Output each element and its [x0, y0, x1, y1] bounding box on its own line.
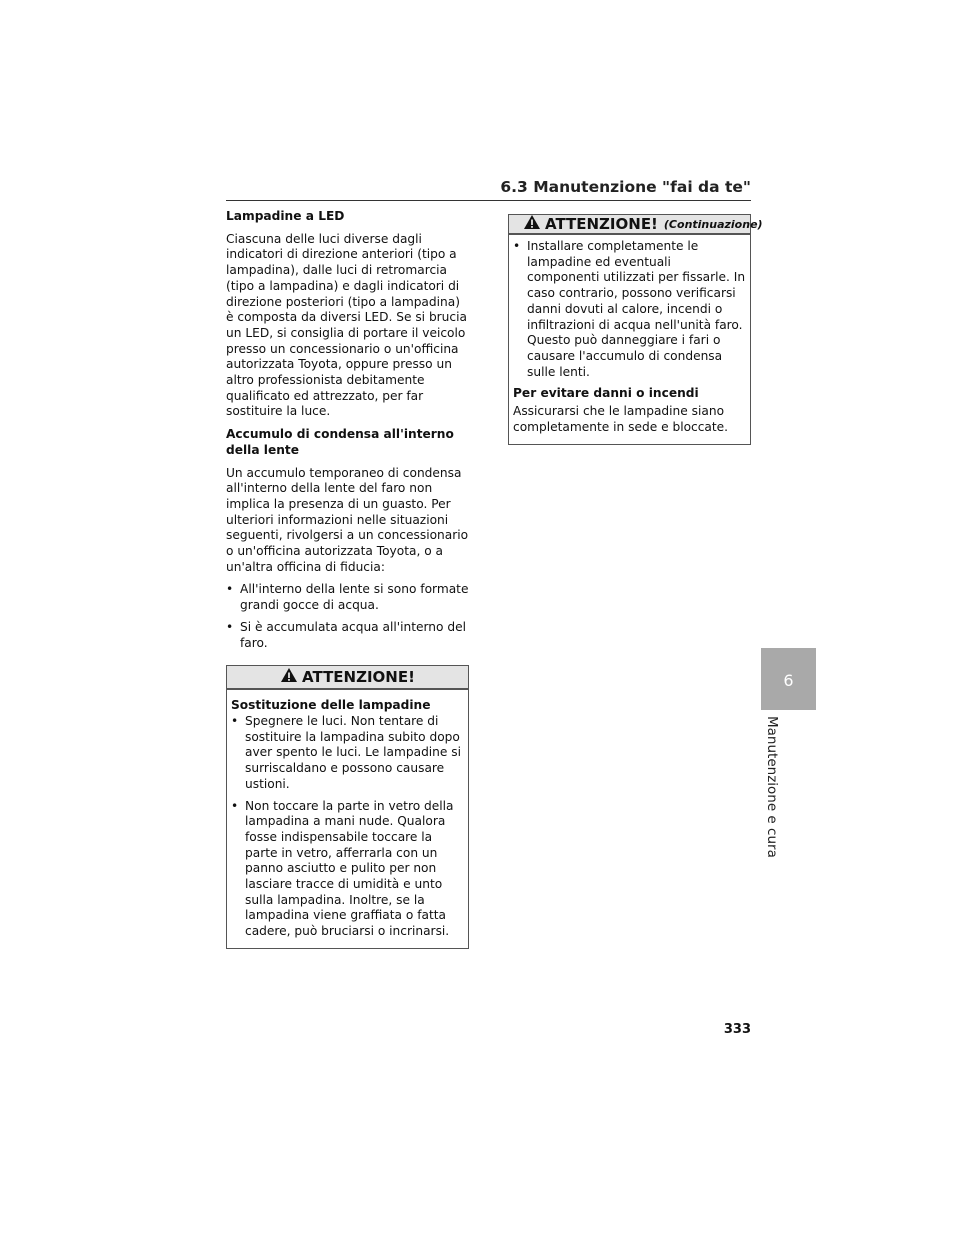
paragraph-led-bulbs: Ciascuna delle luci diverse dagli indicatori di direzione anteriori (tipo a lampadina), dalle luci di retromarcia (tipo a lampadina) e dagli indicatori di direzione posteriori (tipo a lampadina) è composta da diversi LED. Se si brucia un LED, si consiglia di portare il veicolo presso un concessionario o un'officina autorizzata Toyota, oppure presso un altro professionista debitamente qualificato ed attrezzato, per far sostituire la luce.: [226, 231, 467, 419]
list-item: • All'interno della lente si sono formate grandi gocce di acqua.: [226, 582, 469, 613]
list-item: • Spegnere le luci. Non tentare di sostituire la lampadina subito dopo aver spento le luci. Le lampadine si surriscaldano e possono causare ustioni.: [231, 713, 462, 791]
warning-title: ATTENZIONE!: [302, 668, 415, 687]
heading-condensation: Accumulo di condensa all'interno della lente: [226, 427, 454, 457]
warning-triangle-icon: [523, 214, 541, 234]
warning-triangle-icon: [280, 667, 298, 687]
right-column: [508, 214, 763, 445]
page-number: 333: [723, 1022, 751, 1037]
warning-header: [509, 215, 763, 235]
list-item: • Si è accumulata acqua all'interno del faro.: [226, 619, 466, 650]
warning-box-continued: [508, 214, 763, 445]
warning-box: [226, 665, 469, 949]
warning-heading: Per evitare danni o incendi: [513, 386, 699, 401]
chapter-tab: 6: [761, 648, 816, 710]
paragraph-condensation: Un accumulo temporaneo di condensa all'interno della lente del faro non implica la presenza di un guasto. Per ulteriori informazioni nelle situazioni seguenti, rivolgersi a un concessionario o un'officina autorizzata Toyota, o a un'altra officina di fiducia:: [226, 465, 469, 574]
warning-text: Assicurarsi che le lampadine siano completamente in sede e bloccate.: [513, 404, 729, 434]
warning-body: [227, 690, 468, 948]
list-item: • Non toccare la parte in vetro della lampadina a mani nude. Qualora fosse indispensabile toccare la parte in vetro, afferrarla con un panno asciutto e pulito per non lasciare tracce di umidità e unto sulla lampadina. Inoltre, se la lampadina viene graffiata o fatta cadere, può bruciarsi o incrinarsi.: [231, 798, 454, 939]
warning-title: ATTENZIONE!: [545, 215, 658, 233]
section-header: 6.3 Manutenzione "fai da te": [500, 178, 751, 196]
chapter-tab-label: Manutenzione e cura: [764, 716, 780, 858]
list-item: • Installare completamente le lampadine ed eventuali componenti utilizzati per fissarle. In caso contrario, possono verificarsi danni dovuti al calore, incendi o infiltrazioni di acqua nell'unità faro. Questo può danneggiare i fari o causare l'accumulo di condensa sulle lenti.: [513, 239, 746, 379]
left-column: [226, 209, 469, 949]
warning-body: [509, 235, 750, 444]
header-divider: [226, 200, 751, 201]
heading-led-bulbs: Lampadine a LED: [226, 209, 345, 223]
warning-header: [227, 666, 468, 690]
warning-heading: Sostituzione delle lampadine: [231, 698, 431, 713]
continued-label: (Continuazione): [663, 217, 763, 231]
